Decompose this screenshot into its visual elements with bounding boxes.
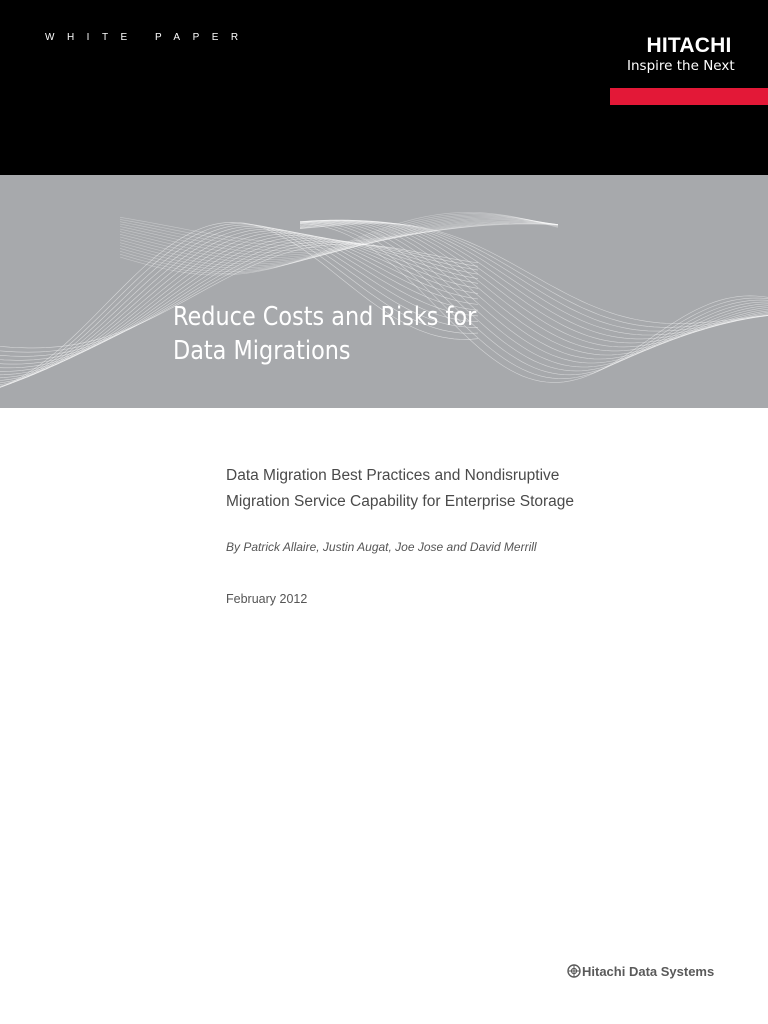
- hero-banner: [0, 175, 768, 408]
- title-line-2: Data Migrations: [173, 336, 351, 366]
- document-subtitle: [226, 463, 574, 515]
- wave-lines-decoration: [0, 175, 768, 408]
- authors-line: By Patrick Allaire, Justin Augat, Joe Jose and David Merrill: [226, 540, 537, 554]
- hitachi-globe-icon: [567, 964, 581, 978]
- document-type-label: WHITE PAPER: [45, 32, 251, 43]
- subtitle-line-2: Migration Service Capability for Enterprise Storage: [226, 493, 575, 510]
- publication-date: February 2012: [226, 592, 308, 606]
- header-band: [0, 0, 768, 175]
- hitachi-wordmark: HITACHI: [646, 34, 732, 57]
- title-line-1: Reduce Costs and Risks for: [173, 302, 477, 332]
- document-title: [173, 300, 476, 368]
- brand-tagline: Inspire the Next: [627, 58, 735, 74]
- subtitle-line-1: Data Migration Best Practices and Nondisruptive: [226, 467, 560, 484]
- footer-logo-text: Hitachi Data Systems: [582, 963, 715, 979]
- accent-red-bar: [610, 88, 768, 105]
- hitachi-data-systems-logo: [567, 962, 714, 980]
